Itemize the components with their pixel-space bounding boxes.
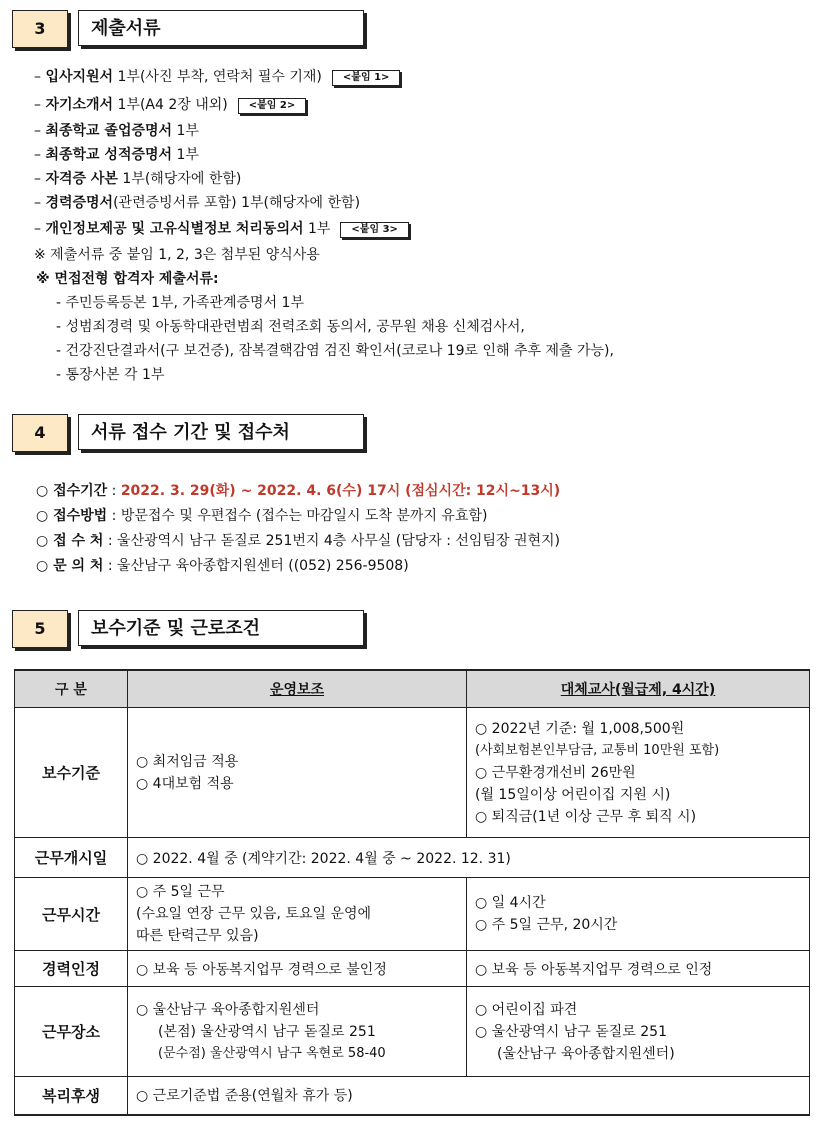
section-number: 4 — [12, 414, 68, 452]
receipt-place — [36, 530, 560, 550]
career-assistant-cell: ○ 보육 등 아동복지업무 경력으로 불인정 — [128, 951, 467, 987]
doc-name: 개인정보제공 및 고유식별정보 처리동의서 — [45, 221, 304, 237]
separator: : — [107, 508, 121, 524]
cell-text: (사회보험본인부담금, 교통비 10만원 포함) — [475, 742, 720, 758]
cell-text: ○ 4대보험 적용 — [136, 775, 234, 792]
doc-item: – 자격증 사본 1부(해당자에 한함) — [34, 171, 242, 187]
cell-text: (수요일 연장 근무 있음, 토요일 운영에 — [136, 906, 372, 922]
field-label: ○ 접수기간 — [36, 483, 108, 499]
header-category: 구 분 — [15, 670, 128, 708]
field-value: 울산남구 육아종합지원센터 ((052) 256-9508) — [117, 558, 409, 574]
doc-desc: 1부 — [303, 221, 331, 237]
section-title: 제출서류 — [78, 10, 364, 46]
cell-text: ○ 퇴직금(1년 이상 근무 후 퇴직 시) — [475, 808, 697, 825]
field-label: ○ 접 수 처 — [36, 533, 104, 549]
doc-item: – 경력증명서(관련증빙서류 포함) 1부(해당자에 한함) — [34, 195, 361, 211]
doc-name: 최종학교 성적증명서 — [45, 147, 173, 163]
separator: : — [103, 533, 118, 549]
career-substitute-cell: ○ 보육 등 아동복지업무 경력으로 인정 — [467, 951, 810, 987]
interview-doc: - 주민등록등본 1부, 가족관계증명서 1부 — [56, 295, 304, 311]
cell-text: (문수점) 울산광역시 남구 옥현로 58-40 — [158, 1045, 386, 1061]
hours-assistant-cell — [128, 878, 467, 951]
table-row-place — [15, 987, 810, 1077]
welfare-cell: ○ 근로기준법 준용(연월차 휴가 등) — [128, 1077, 810, 1115]
cell-text: ○ 최저임금 적용 — [136, 753, 239, 770]
field-value: 방문접수 및 우편접수 (접수는 마감일시 도착 분까지 유효함) — [120, 508, 488, 524]
doc-item: – 개인정보제공 및 고유식별정보 처리동의서 1부 <붙임 3> — [34, 218, 409, 238]
row-label: 보수기준 — [15, 708, 128, 838]
cell-text: ○ 일 4시간 — [475, 895, 546, 911]
cell-text: ○ 근무환경개선비 26만원 — [475, 764, 636, 781]
cell-text: ○ 어린이집 파견 — [475, 1001, 578, 1018]
receipt-period — [36, 480, 560, 500]
interview-doc: - 건강진단결과서(구 보건증), 잠복결핵감염 검진 확인서(코로나 19로 인해 추후 제출 가능), — [56, 343, 614, 359]
place-assistant-cell — [128, 987, 467, 1077]
field-value: 2022. 3. 29(화) ~ 2022. 4. 6(수) 17시 (점심시간: 12시~13시) — [120, 483, 561, 499]
receipt-method — [36, 505, 487, 525]
conditions-table — [14, 669, 810, 1116]
pay-assistant-cell — [128, 708, 467, 838]
interview-docs-title: ※ 면접전형 합격자 제출서류: — [36, 271, 219, 287]
doc-name: 입사지원서 — [45, 69, 114, 85]
section-number: 5 — [12, 610, 68, 648]
form-note: ※ 제출서류 중 붙임 1, 2, 3은 첨부된 양식사용 — [34, 247, 320, 263]
inquiry — [36, 555, 409, 575]
cell-text: (울산남구 육아종합지원센터) — [497, 1045, 675, 1062]
doc-item: – 입사지원서 1부(사진 부착, 연락처 필수 기재) <붙임 1> — [34, 66, 400, 86]
attachment-tag: <붙임 3> — [340, 222, 409, 238]
start-cell: ○ 2022. 4월 중 (계약기간: 2022. 4월 중 ~ 2022. 12. 31) — [128, 838, 810, 878]
section-number: 3 — [12, 10, 68, 48]
doc-name: 자기소개서 — [45, 97, 114, 113]
doc-name: 자격증 사본 — [45, 171, 118, 187]
header-assistant: 운영보조 — [128, 670, 467, 708]
table-row-start — [15, 838, 810, 878]
place-substitute-cell — [467, 987, 810, 1077]
doc-desc: (관련증빙서류 포함) 1부(해당자에 한함) — [113, 195, 361, 211]
cell-text: (본점) 울산광역시 남구 돋질로 251 — [158, 1023, 376, 1040]
row-label: 복리후생 — [15, 1077, 128, 1115]
doc-desc: 1부(사진 부착, 연락처 필수 기재) — [113, 69, 322, 85]
row-label: 경력인정 — [15, 951, 128, 987]
section-title: 서류 접수 기간 및 접수처 — [78, 414, 364, 450]
table-row-career — [15, 951, 810, 987]
attachment-tag: <붙임 1> — [332, 70, 401, 86]
cell-text: ○ 주 5일 근무 — [136, 884, 225, 900]
table-header-row — [15, 670, 810, 708]
separator: : — [107, 483, 121, 499]
row-label: 근무시간 — [15, 878, 128, 951]
row-label: 근무장소 — [15, 987, 128, 1077]
doc-desc: 1부(해당자에 한함) — [117, 171, 242, 187]
doc-desc: 1부(A4 2장 내외) — [113, 97, 228, 113]
interview-doc: - 통장사본 각 1부 — [56, 367, 165, 383]
table-row-hours — [15, 878, 810, 951]
separator: : — [103, 558, 118, 574]
doc-item: – 자기소개서 1부(A4 2장 내외) <붙임 2> — [34, 94, 306, 114]
doc-name: 경력증명서 — [45, 195, 114, 211]
doc-item: – 최종학교 성적증명서 1부 — [34, 147, 199, 163]
table-row-welfare — [15, 1077, 810, 1115]
field-value: 울산광역시 남구 돋질로 251번지 4층 사무실 (담당자 : 선임팀장 권현지) — [117, 533, 560, 549]
hours-substitute-cell — [467, 878, 810, 951]
cell-text: (월 15일이상 어린이집 지원 시) — [475, 786, 671, 803]
doc-item: – 최종학교 졸업증명서 1부 — [34, 123, 199, 139]
section-title: 보수기준 및 근로조건 — [78, 610, 364, 646]
row-label: 근무개시일 — [15, 838, 128, 878]
doc-desc: 1부 — [172, 147, 199, 163]
cell-text: ○ 울산남구 육아종합지원센터 — [136, 1001, 320, 1018]
doc-name: 최종학교 졸업증명서 — [45, 123, 173, 139]
cell-text: ○ 2022년 기준: 월 1,008,500원 — [475, 720, 685, 737]
pay-substitute-cell — [467, 708, 810, 838]
cell-text: ○ 울산광역시 남구 돋질로 251 — [475, 1023, 667, 1040]
interview-doc: - 성범죄경력 및 아동학대관련범죄 전력조회 동의서, 공무원 채용 신체검사서, — [56, 319, 525, 335]
attachment-tag: <붙임 2> — [238, 98, 307, 114]
table-row-pay — [15, 708, 810, 838]
doc-desc: 1부 — [172, 123, 199, 139]
field-label: ○ 접수방법 — [36, 508, 108, 524]
header-substitute: 대체교사(월급제, 4시간) — [467, 670, 810, 708]
cell-text: 따른 탄력근무 있음) — [136, 928, 259, 944]
field-label: ○ 문 의 처 — [36, 558, 104, 574]
cell-text: ○ 주 5일 근무, 20시간 — [475, 917, 618, 933]
